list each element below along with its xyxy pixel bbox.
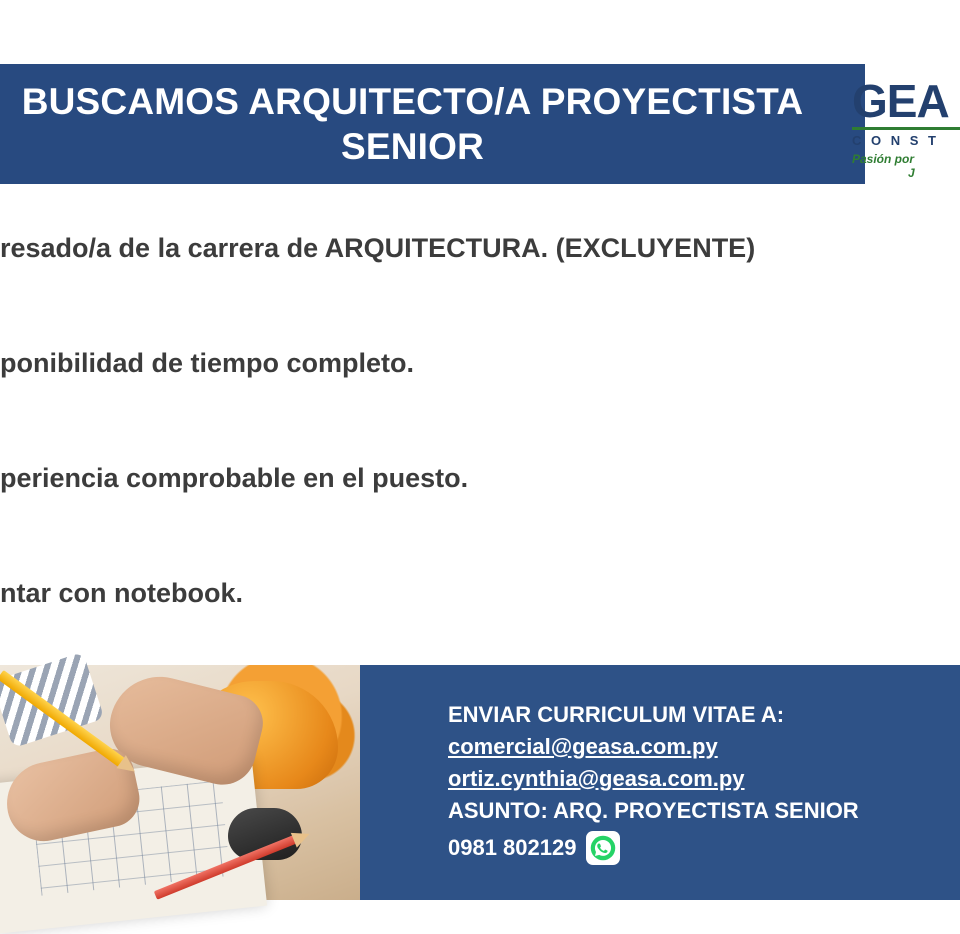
- company-logo: [850, 75, 960, 180]
- logo-subtitle: C O N S T: [852, 133, 939, 148]
- list-item: periencia comprobable en el puesto.: [0, 463, 469, 493]
- contact-panel: [360, 665, 960, 900]
- list-item: ntar con notebook.: [0, 578, 243, 608]
- logo-slogan-line2: J: [908, 166, 915, 180]
- whatsapp-icon[interactable]: [586, 831, 620, 865]
- contact-heading: ENVIAR CURRICULUM VITAE A:: [448, 702, 785, 727]
- email-link-1[interactable]: comercial@geasa.com.py: [448, 733, 718, 759]
- logo-slogan-line1: Pasión por: [852, 152, 915, 166]
- logo-divider: [852, 127, 960, 130]
- requirements-list: [0, 232, 870, 692]
- header-banner: [0, 64, 865, 184]
- email-link-2[interactable]: ortiz.cynthia@geasa.com.py: [448, 765, 745, 791]
- phone-number[interactable]: 0981 802129: [448, 834, 577, 860]
- list-item: resado/a de la carrera de ARQUITECTURA. (EXCLUYENTE): [0, 233, 756, 263]
- logo-wordmark: GEA: [852, 75, 949, 127]
- page-title: BUSCAMOS ARQUITECTO/A PROYECTISTA SENIOR: [21, 80, 804, 167]
- list-item: ponibilidad de tiempo completo.: [0, 348, 415, 378]
- architects-photo: [0, 665, 360, 900]
- email-subject: ASUNTO: ARQ. PROYECTISTA SENIOR: [448, 797, 859, 823]
- phone-row: [448, 831, 960, 865]
